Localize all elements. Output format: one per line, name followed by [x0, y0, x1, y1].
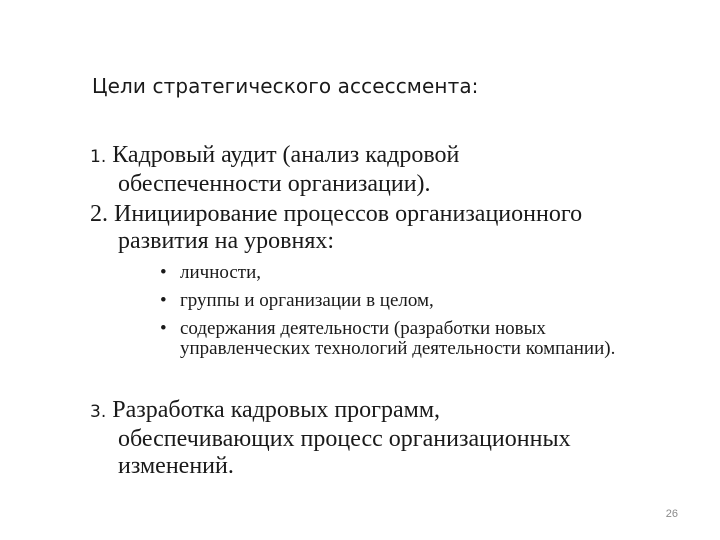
bullet-item	[160, 319, 680, 359]
item-text-line2: обеспечивающих процесс организационных	[118, 426, 571, 452]
list-item-1	[90, 142, 690, 198]
item-text-line1: Инициирование процессов организационного	[114, 201, 583, 227]
item-number: 2.	[90, 201, 108, 227]
bullet-list	[160, 263, 680, 367]
bullet-icon: •	[160, 262, 167, 283]
item-text-line2: развития на уровнях:	[118, 228, 335, 254]
bullet-text: личности,	[180, 262, 262, 283]
bullet-icon: •	[160, 290, 167, 311]
item-text-line1: Кадровый аудит (анализ кадровой	[112, 142, 460, 168]
item-text-line1: Разработка кадровых программ,	[112, 397, 441, 423]
list-item-2	[90, 201, 690, 255]
item-number: 3.	[90, 402, 107, 422]
bullet-text: содержания деятельности (разработки новых управленческих технологий деятельности компании).	[180, 318, 616, 359]
item-text-line2: обеспеченности организации).	[118, 171, 431, 197]
bullet-item	[160, 291, 680, 311]
bullet-icon: •	[160, 318, 167, 339]
list-item-3	[90, 397, 690, 480]
item-text-line3: изменений.	[118, 453, 234, 479]
slide-title: Цели стратегического ассессмента:	[92, 74, 479, 98]
bullet-item	[160, 263, 680, 283]
item-number: 1.	[90, 147, 107, 167]
page-number: 26	[665, 508, 678, 520]
bullet-text: группы и организации в целом,	[180, 290, 434, 311]
